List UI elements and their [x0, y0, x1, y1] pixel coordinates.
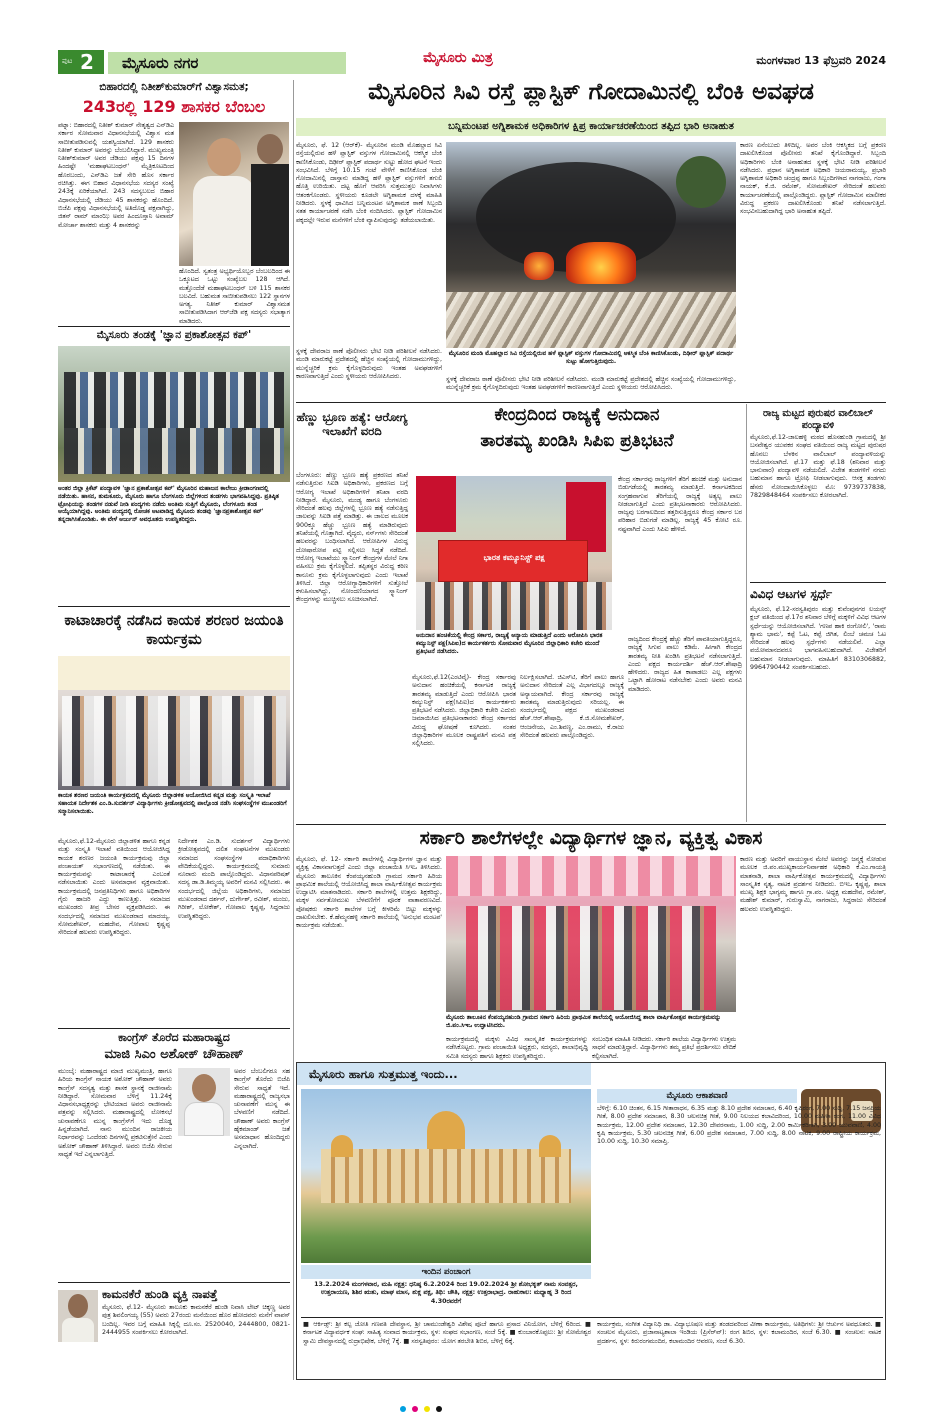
fire-body-b: ಸ್ಥಳಕ್ಕೆ ದೇವರಾಜ ಠಾಣೆ ಪೊಲೀಸರು ಭೇಟಿ ನೀಡಿ ಪರಿಶೀಲನೆ ನಡೆಸಿದರು. ಮಂಡಿ ಮಾರುಕಟ್ಟೆ ಪ್ರದೇಶದಲ್ಲಿ ಹೆಚ್ಚಿನ ಸಂಖ್ಯೆಯಲ್ಲಿ ಗೋದಾಮುಗಳಿದ್ದು, ಮುನ್ನೆಚ್ಚರಿಕೆ ಕ್ರಮ ಕೈಗೊಳ್ಳದಿರುವುದು ಇಂತಹ ಅವಘಡಗಳಿಗೆ ಕಾರಣವಾಗುತ್ತಿದೆ ಎಂದು ಸ್ಥಳೀಯರು ಆರೋಪಿಸಿದರು. [296, 348, 442, 380]
debris [446, 292, 736, 348]
divider [296, 402, 886, 403]
kayaka-caption: ಕಾಯಕ ಶರಣರ ಜಯಂತಿ ಕಾರ್ಯಕ್ರಮದಲ್ಲಿ ಮೈಸೂರು ಜಿಲ್ಲಾಡಳಿತ ಆಯೋಜಿಸಿದ ಕನ್ನಡ ಮತ್ತು ಸಂಸ್ಕೃತಿ ಇಲಾಖೆ ಸಹಾಯಕ ನಿರ್ದೇಶಕ ಎಂ.ಡಿ.ಸುದರ್ಶನ್ ವಿದ್ಯಾರ್ಥಿಗಳು ಕ್ರೀಡೋತ್ಸವದಲ್ಲಿ ಪಾಲ್ಗೊಂಡ ನಡೆಸಿ ಸಂಘಸಂಸ್ಥೆಗಳ ಮುಖಂಡರಿಗೆ ಸನ್ಮಾನಿಸಲಾಯಿತು. [58, 792, 287, 815]
school-event-photo [446, 856, 736, 1012]
page-number-badge [58, 50, 104, 74]
section-title: ಮೈಸೂರು ನಗರ [108, 52, 346, 74]
events-left: ■ ಆರ್ಕಿಡ್ಸ್: ಶ್ರೀ ಕಲ್ಪ ಜೋತಿ ಗಣಪತಿ ದೇವಸ್ಥಾನ, ಶ್ರೀ ಚಾಮುಂಡೇಶ್ವರಿ ವಿಶೇಷ ಪೂಜೆ ಹಾಗೂ ಪ್ರಸಾದ ವಿನಿಯೋಗ, ಬೆಳಿಗ್ಗೆ 6ರಿಂದ. ■ ಕರ್ನಾಟಕ ವಿದ್ಯಾವರ್ಧಕ ಸಂಘ: ಸಾಹಿತ್ಯ ಸಂವಾದ ಕಾರ್ಯಕ್ರಮ, ಸ್ಥಳ: ಸಂಘದ ಸಭಾಂಗಣ, ಸಂಜೆ 5ಕ್ಕೆ. ■ ಕುಂಬಾರಕೊಪ್ಪಲು: ಶ್ರೀ ಸೋಮೇಶ್ವರ ಸ್ವಾಮಿ ದೇವಸ್ಥಾನದಲ್ಲಿ ರುದ್ರಾಭಿಷೇಕ, ಬೆಳಿಗ್ಗೆ 7ಕ್ಕೆ. ■ ಸರಸ್ವತಿಪುರಂ: ಯೋಗ ತರಬೇತಿ ಶಿಬಿರ, ಬೆಳಿಗ್ಗೆ 6ಕ್ಕೆ. [303, 1321, 591, 1345]
story-kayaka [58, 608, 290, 1028]
group-row [62, 696, 286, 786]
magenta-dot [412, 1406, 418, 1412]
cpi-body-d: ರಾಜ್ಯದಿಂದ ಕೇಂದ್ರಕ್ಕೆ ಹೆಚ್ಚು ತೆರಿಗೆ ಪಾವತಿಯಾಗುತ್ತಿದ್ದರೂ, ರಾಜ್ಯಕ್ಕೆ ಸಿಗುವ ಪಾಲು ಕಡಿಮೆ. ಹೀಗಾಗಿ ಕೇಂದ್ರದ ತಾರತಮ್ಯ ನೀತಿ ಖಂಡಿಸಿ ಪ್ರತಿಭಟನೆ ನಡೆಸಲಾಗುತ್ತಿದೆ. ಎಂದು ಪಕ್ಷದ ಕಾರ್ಯದರ್ಶಿ ಹೆಚ್.ಆರ್.ಶೇಷಾದ್ರಿ ಹೇಳಿದರು. ರಾಜ್ಯದ ಹಿತ ಕಾಪಾಡಲು ಎಲ್ಲ ಪಕ್ಷಗಳು ಒಟ್ಟಾಗಿ ಹೋರಾಟ ನಡೆಸಬೇಕು ಎಂದು ಅವರು ಮನವಿ ಮಾಡಿದರು. [628, 636, 742, 693]
canopy [446, 856, 736, 896]
story-cpi [412, 404, 742, 822]
cpi-headline-1: ಕೇಂದ್ರದಿಂದ ರಾಜ್ಯಕ್ಕೆ ಅನುದಾನ [494, 405, 660, 425]
chavan-headline: ಮಾಜಿ ಸಿಎಂ ಅಶೋಕ್ ಚೌಹಾಣ್ [104, 1047, 244, 1062]
chavan-body: ಮುಂಬೈ: ಮಹಾರಾಷ್ಟ್ರದ ಮಾಜಿ ಮುಖ್ಯಮಂತ್ರಿ, ಹಾಗೂ ಹಿರಿಯ ಕಾಂಗ್ರೆಸ್ ನಾಯಕ ಅಶೋಕ್ ಚೌಹಾಣ್ ಅವರು ಕಾಂಗ್ರೆಸ್ ಸದಸ್ಯತ್ವ ಮತ್ತು ಶಾಸಕ ಸ್ಥಾನಕ್ಕೆ ರಾಜೀನಾಮೆ ನೀಡಿದ್ದಾರೆ. ಸೋಮವಾರ ಬೆಳಿಗ್ಗೆ 11.24ಕ್ಕೆ ವಿಧಾನಸಭಾಧ್ಯಕ್ಷರನ್ನು ಭೇಟಿಯಾದ ಅವರು ರಾಜೀನಾಮೆ ಪತ್ರವನ್ನು ಸಲ್ಲಿಸಿದರು. ಮಹಾರಾಷ್ಟ್ರದಲ್ಲಿ ಲೋಕಸಭೆ ಚುನಾವಣೆಗೂ ಮುನ್ನ ಕಾಂಗ್ರೆಸ್‌ಗೆ ಇದು ದೊಡ್ಡ ಹಿನ್ನಡೆಯಾಗಿದೆ. ನಾನು ಮುಂದಿನ ರಾಜಕೀಯ ನಿರ್ಧಾರವನ್ನು ಒಂದೆರಡು ದಿನಗಳಲ್ಲಿ ಪ್ರಕಟಿಸುತ್ತೇನೆ ಎಂದು ಅಶೋಕ್ ಚೌಹಾಣ್ ತಿಳಿಸಿದ್ದಾರೆ. ಅವರು ಬಿಜೆಪಿ ಸೇರುವ ಸಾಧ್ಯತೆ ಇದೆ ಎನ್ನಲಾಗುತ್ತಿದೆ. [58, 1068, 172, 1158]
story-sports [750, 584, 886, 822]
masthead [58, 48, 886, 76]
fire-body-a: ಮೈಸೂರು, ಫೆ. 12 (ಆರ್‌ಕೆ)- ಮೈಸೂರಿನ ಮಂಡಿ ಮೊಹಲ್ಲಾದ ಸಿವಿ ರಸ್ತೆಯಲ್ಲಿರುವ ಹಳೆ ಪ್ಲಾಸ್ಟಿಕ್ ವಸ್ತುಗಳ ಗೋದಾಮಿನಲ್ಲಿ ಆಕಸ್ಮಿಕ ಬೆಂಕಿ ಕಾಣಿಸಿಕೊಂಡು, ದಿಢೀರ್ ಪ್ಲಾಸ್ಟಿಕ್ ಪದಾರ್ಥ ಸುಟ್ಟು ಹೋದ ಘಟನೆ ಇಂದು ಸಂಭವಿಸಿದೆ. ಬೆಳಿಗ್ಗೆ 10.15 ಗಂಟೆ ವೇಳೆಗೆ ಕಾಣಿಸಿಕೊಂಡ ಬೆಂಕಿ ಗೋದಾಮಿನಲ್ಲಿ ದಾಸ್ತಾನು ಮಾಡಿದ್ದ ಹಳೆ ಪ್ಲಾಸ್ಟಿಕ್ ವಸ್ತುಗಳಿಗೆ ತಗುಲಿ ಹೊತ್ತಿ ಉರಿಯಿತು. ದಟ್ಟ ಹೊಗೆ ಆವರಿಸಿ ಸುತ್ತಮುತ್ತಲ ನಿವಾಸಿಗಳು ಆತಂಕಗೊಂಡರು. ಸ್ಥಳೀಯರು ಕೂಡಲೇ ಅಗ್ನಿಶಾಮಕ ದಳಕ್ಕೆ ಮಾಹಿತಿ ನೀಡಿದರು. ಸ್ಥಳಕ್ಕೆ ಧಾವಿಸಿದ ಬನ್ನಿಮಂಟಪ ಅಗ್ನಿಶಾಮಕ ಠಾಣೆ ಸಿಬ್ಬಂದಿ ಸತತ ಕಾರ್ಯಾಚರಣೆ ನಡೆಸಿ ಬೆಂಕಿ ನಂದಿಸಿದರು. ಪ್ಲಾಸ್ಟಿಕ್ ಗೋದಾಮಿನ ಪಕ್ಕದಲ್ಲೇ ಇರುವ ಮನೆಗಳಿಗೆ ಬೆಂಕಿ ವ್ಯಾಪಿಸುವುದನ್ನು ತಡೆಯಲಾಯಿತು. [296, 142, 442, 224]
school-headline: ಸರ್ಕಾರಿ ಶಾಲೆಗಳಲ್ಲೇ ವಿದ್ಯಾರ್ಥಿಗಳ ಜ್ಞಾನ, ವ್ಯಕ್ತಿತ್ವ ವಿಕಾಸ [419, 827, 763, 849]
radio-title-band [597, 1089, 797, 1103]
bihar-body-b: ಹೊಂದಿದೆ. ಸ್ವತಂತ್ರ ಅಭ್ಯರ್ಥಿಯೊಬ್ಬರ ಬೆಂಬಲದಿಂದ ಈ ಒಕ್ಕೂಟದ ಒಟ್ಟು ಸಂಖ್ಯೆಬಲ 128 ಆಗಿದೆ. ಮತ್ತೊಂದೆಡೆ ಮಹಾಘಟಬಂಧನ್ ಬಳಿ 115 ಶಾಸಕರ ಬಲವಿದೆ. ಬಹುಮತ ಸಾಬೀತುಪಡಿಸಲು 122 ಸ್ಥಾನಗಳ ಅಗತ್ಯ. ನಿತೀಶ್ ಕುಮಾರ್ ವಿಶ್ವಾಸಮತ ಸಾಬೀತುಪಡಿಸಿದಾಗ ಆರ್‌ಜೆಡಿ ಪಕ್ಷ ಸದಸ್ಯರು ಸಭಾತ್ಯಾಗ ಮಾಡಿದರು. [179, 268, 290, 325]
cpi-caption: ಅನುದಾನ ಹಂಚಿಕೆಯಲ್ಲಿ ಕೇಂದ್ರ ಸರ್ಕಾರ, ರಾಜ್ಯಕ್ಕೆ ಅನ್ಯಾಯ ಮಾಡುತ್ತಿದೆ ಎಂದು ಆರೋಪಿಸಿ ಭಾರತ ಕಮ್ಯುನಿಸ್ಟ್ ಪಕ್ಷ(ಸಿಪಿಐ)ದ ಕಾರ್ಯಕರ್ತರು ಸೋಮವಾರ ಮೈಸೂರಿನ ಜಿಲ್ಲಾಧಿಕಾರಿ ಕಚೇರಿ ಮುಂದೆ ಪ್ರತಿಭಟನೆ ನಡೆಸಿದರು. [416, 632, 603, 655]
volleyball-headline: ರಾಜ್ಯ ಮಟ್ಟದ ಪುರುಷರ ವಾಲಿಬಾಲ್ ಪಂದ್ಯಾವಳಿ [763, 408, 873, 432]
cup-caption: ಅಂತರ ಜಿಲ್ಲಾ ಕ್ರಿಕೆಟ್ ಪಂದ್ಯಾವಳಿ 'ಜ್ಞಾನ ಪ್ರಕಾಶೋತ್ಸವ ಕಪ್' ಮೈಸೂರಿನ ಮಹಾಜನ ಕಾಲೇಜು ಕ್ರೀಡಾಂಗಣದಲ್ಲಿ ನಡೆಯಿತು. ಹಾಸನ, ತುಮಕೂರು, ಮೈಸೂರು ಹಾಗೂ ಬೆಂಗಳೂರು ಜಿಲ್ಲೆಗಳಿಂದ ತಂಡಗಳು ಭಾಗವಹಿಸಿದ್ದವು. ಪ್ರತಿಷ್ಠಿತ ಟ್ರೋಫಿಯನ್ನು ತಂಡಗಳ ನಡುವೆ ನೀಡಿ ಪಂದ್ಯಗಳು ನಡೆದು ಅಂತಿಮ ಸುತ್ತಿಗೆ ಮೈಸೂರು, ಬೆಂಗಳೂರು ತಂಡ ಆಯ್ಕೆಯಾಗಿದ್ದವು. ಅಂತಿಮ ಪಂದ್ಯದಲ್ಲಿ ರೋಚಕ ಆಟವಾಡಿದ್ದ ಮೈಸೂರು ತಂಡವು 'ಜ್ಞಾನಪ್ರಕಾಶೋತ್ಸವ ಕಪ್' ತನ್ನದಾಗಿಸಿಕೊಂಡಿತು. ಈ ವೇಳೆ ಅರ್ಜುನ್ ಅವಧೂತರು ಉಪಸ್ಥಿತರಿದ್ದರು. [58, 485, 279, 524]
story-cup [58, 328, 290, 606]
fire-subhead: ಬನ್ನಿಮಂಟಪ ಅಗ್ನಿಶಾಮಕ ಅಧಿಕಾರಿಗಳ ಕ್ಷಿಪ್ರ ಕಾರ್ಯಾಚರಣೆಯಿಂದ ತಪ್ಪಿದ ಭಾರಿ ಅನಾಹುತ [448, 121, 734, 132]
cup-headline: ಮೈಸೂರು ತಂಡಕ್ಕೆ 'ಜ್ಞಾನ ಪ್ರಕಾಶೋತ್ಸವ ಕಪ್' [96, 329, 252, 341]
flames [566, 242, 636, 284]
column-divider [746, 404, 747, 822]
chavan-kicker: ಕಾಂಗ್ರೆಸ್ ತೊರೆದ ಮಹಾರಾಷ್ಟ್ರದ [118, 1031, 230, 1044]
mysore-palace-image [301, 1089, 591, 1263]
yellow-dot [424, 1406, 430, 1412]
cpi-banner [438, 540, 588, 582]
palace-dome [427, 1111, 465, 1151]
divider [750, 582, 886, 583]
person-figure [68, 1294, 88, 1318]
sports-headline: ವಿವಿಧ ಆಟಗಳ ಸ್ಪರ್ಧೆ [750, 587, 833, 601]
person-figure [184, 1102, 224, 1136]
cpi-body-c: ನಿರ್ಲಕ್ಷಿಸಲಾಗಿದೆ. ಜಿಎಸ್‌ಟಿ, ತೆರಿಗೆ ಪಾಲು ಹಾಗೂ ಅನುದಾನ ಸೇರಿದಂತೆ ಎಲ್ಲ ವಿಭಾಗದಲ್ಲೂ ರಾಜ್ಯಕ್ಕೆ ಅನ್ಯಾಯವಾಗಿದೆ. ಕೇಂದ್ರ ಸರ್ಕಾರವು ರಾಜ್ಯಕ್ಕೆ ತಾರತಮ್ಯ ಮಾಡುತ್ತಿರುವುದು ಸರಿಯಲ್ಲ. ಈ ಸಂದರ್ಭದಲ್ಲಿ ಪಕ್ಷದ ಮುಖಂಡರಾದ ಹೆಚ್.ಆರ್.ಶೇಷಾದ್ರಿ, ಕೆ.ಜಿ.ಸೋಮಶೇಖರ್, ಆಂಜನೇಯ, ಎಂ.ಶಿವಣ್ಣ, ಎಂ.ರಾಮು, ಕೆ.ರಾಜು ಸೇರಿದಂತೆ ಹಲವರು ಪಾಲ್ಗೊಂಡಿದ್ದರು. [520, 674, 624, 740]
school-caption: ಮೈಸೂರು ತಾಲೂಕಿನ ಕೆಂಪಯ್ಯನಹುಂಡಿ ಗ್ರಾಮದ ಸರ್ಕಾರಿ ಹಿರಿಯ ಪ್ರಾಥಮಿಕ ಶಾಲೆಯಲ್ಲಿ ಆಯೋಜಿಸಿದ್ದ ಶಾಲಾ ವಾರ್ಷಿಕೋತ್ಸವ ಕಾರ್ಯಕ್ರಮವನ್ನು ಜಿ.ಪಂ.ಸಿಇಒ ಉದ್ಘಾಟಿಸಿದರು. [446, 1014, 721, 1029]
team-row [64, 428, 284, 474]
page-number: 2 [80, 50, 94, 74]
issue-date: ಮಂಗಳವಾರ 13 ಫೆಬ್ರವರಿ 2024 [756, 54, 886, 67]
foeticide-body: ಬೆಂಗಳೂರು: ಹೆಣ್ಣು ಭ್ರೂಣ ಹತ್ಯೆ ಪ್ರಕರಣದ ತನಿಖೆ ನಡೆಸುತ್ತಿರುವ ಸಿಐಡಿ ಅಧಿಕಾರಿಗಳು, ಪ್ರಕರಣದ ಬಗ್ಗೆ ಆರೋಗ್ಯ ಇಲಾಖೆ ಅಧಿಕಾರಿಗಳಿಗೆ ತನಿಖಾ ವರದಿ ನೀಡಿದ್ದಾರೆ. ಮೈಸೂರು, ಮಂಡ್ಯ ಹಾಗೂ ಬೆಂಗಳೂರು ಸೇರಿದಂತೆ ಹಲವು ಜಿಲ್ಲೆಗಳಲ್ಲಿ ಭ್ರೂಣ ಹತ್ಯೆ ನಡೆಸುತ್ತಿದ್ದ ಜಾಲವನ್ನು ಸಿಐಡಿ ಪತ್ತೆ ಮಾಡಿತ್ತು. ಈ ಜಾಲದ ಮೂಲಕ 900ಕ್ಕೂ ಹೆಚ್ಚು ಭ್ರೂಣ ಹತ್ಯೆ ಮಾಡಿರುವುದು ತನಿಖೆಯಲ್ಲಿ ಗೊತ್ತಾಗಿದೆ. ವೈದ್ಯರು, ನರ್ಸ್‌ಗಳು ಸೇರಿದಂತೆ ಹಲವರನ್ನು ಬಂಧಿಸಲಾಗಿದೆ. ಆರೋಪಿಗಳ ವಿರುದ್ಧ ದೋಷಾರೋಪ ಪಟ್ಟಿ ಸಲ್ಲಿಸಲು ಸಿದ್ಧತೆ ನಡೆದಿದೆ. ಆರೋಗ್ಯ ಇಲಾಖೆಯು ಸ್ಕ್ಯಾನಿಂಗ್ ಕೇಂದ್ರಗಳ ಮೇಲೆ ನಿಗಾ ವಹಿಸಲು ಕ್ರಮ ಕೈಗೊಳ್ಳಲಿದೆ. ತಪ್ಪಿತಸ್ಥರ ವಿರುದ್ಧ ಕಠಿಣ ಕಾನೂನು ಕ್ರಮ ಕೈಗೊಳ್ಳಲಾಗುವುದು ಎಂದು ಇಲಾಖೆ ತಿಳಿಸಿದೆ. ಜಿಲ್ಲಾ ಆರೋಗ್ಯಾಧಿಕಾರಿಗಳಿಗೆ ಸುತ್ತೋಲೆ ಕಳುಹಿಸಲಾಗಿದ್ದು, ನೋಂದಣಿಯಾಗದ ಸ್ಕ್ಯಾನಿಂಗ್ ಕೇಂದ್ರಗಳನ್ನು ಮುಚ್ಚಿಸಲು ಸೂಚಿಸಲಾಗಿದೆ. [296, 472, 408, 604]
radio-title: ಮೈಸೂರು ಆಕಾಶವಾಣಿ [666, 1091, 728, 1101]
kayaka-headline: ಕಾಟಾಚಾರಕ್ಕೆ ನಡೆಸಿದ ಕಾಯಕ ಶರಣರ ಜಯಂತಿ ಕಾರ್ಯಕ್ರಮ [64, 613, 284, 648]
volleyball-body: ಮೈಸೂರು,ಫೆ.12-ಜಾಲಹಳ್ಳಿ ಮಠದ ಹೊಸಹುಂಡಿ ಗ್ರಾಮದಲ್ಲಿ ಶ್ರೀ ಬಸವೇಶ್ವರ ಯುವಕರ ಸಂಘದ ವತಿಯಿಂದ ರಾಜ್ಯ ಮಟ್ಟದ ಪುರುಷರ ಹೊನಲು ಬೆಳಕಿನ ವಾಲಿಬಾಲ್ ಪಂದ್ಯಾವಳಿಯನ್ನು ಆಯೋಜಿಸಲಾಗಿದೆ. ಫೆ.17 ಮತ್ತು ಫೆ.18 (ಶನಿವಾರ ಮತ್ತು ಭಾನುವಾರ) ಪಂದ್ಯಾವಳಿ ನಡೆಯಲಿದೆ. ವಿಜೇತ ತಂಡಗಳಿಗೆ ನಗದು ಬಹುಮಾನ ಹಾಗೂ ಟ್ರೋಫಿ ನೀಡಲಾಗುವುದು. ಆಸಕ್ತ ತಂಡಗಳು ಹೆಸರು ನೋಂದಾಯಿಸಿಕೊಳ್ಳಲು ಮೊ: 9739737838, 7829848464 ಸಂಪರ್ಕಿಸಲು ಕೋರಲಾಗಿದೆ. [750, 434, 886, 500]
cpi-body-a: ಕೇಂದ್ರ ಸರ್ಕಾರವು ರಾಜ್ಯಗಳಿಗೆ ತೆರಿಗೆ ಹಂಚಿಕೆ ಮತ್ತು ಅನುದಾನ ಬಿಡುಗಡೆಯಲ್ಲಿ ತಾರತಮ್ಯ ಮಾಡುತ್ತಿದೆ. ಕರ್ನಾಟಕದಿಂದ ಸಂಗ್ರಹವಾಗುವ ತೆರಿಗೆಯಲ್ಲಿ ರಾಜ್ಯಕ್ಕೆ ಅತ್ಯಲ್ಪ ಪಾಲು ನೀಡಲಾಗುತ್ತಿದೆ ಎಂದು ಪ್ರತಿಭಟನಾಕಾರರು ಆರೋಪಿಸಿದರು. ರಾಜ್ಯವು ಬರಗಾಲದಿಂದ ತತ್ತರಿಸುತ್ತಿದ್ದರೂ ಕೇಂದ್ರ ಸರ್ಕಾರ ಬರ ಪರಿಹಾರ ಬಿಡುಗಡೆ ಮಾಡಿಲ್ಲ. ರಾಜ್ಯಕ್ಕೆ 45 ಕೋಟಿ ರೂ. ನಷ್ಟವಾಗಿದೆ ಎಂದು ಸಿಪಿಐ ಹೇಳಿದೆ. [618, 476, 742, 533]
divider [58, 1028, 290, 1029]
fire-caption: ಮೈಸೂರಿನ ಮಂಡಿ ಮೊಹಲ್ಲಾದ ಸಿವಿ ರಸ್ತೆಯಲ್ಲಿರುವ ಹಳೆ ಪ್ಲಾಸ್ಟಿಕ್ ವಸ್ತುಗಳ ಗೋದಾಮಿನಲ್ಲಿ ಆಕಸ್ಮಿಕ ಬೆಂಕಿ ಕಾಣಿಸಿಕೊಂಡು, ದಿಢೀರ್ ಪ್ಲಾಸ್ಟಿಕ್ ಪದಾರ್ಥ ಸುಟ್ಟು ಹೋಗುತ್ತಿರುವುದು. [448, 350, 734, 365]
team-row [64, 372, 284, 428]
today-title: ಮೈಸೂರು ಹಾಗೂ ಸುತ್ತಮುತ್ತ ಇಂದು... [309, 1067, 458, 1081]
school-body-b: ಕಾರ್ಯಕ್ರಮದಲ್ಲಿ ಮಕ್ಕಳು ವಿವಿಧ ಸಾಂಸ್ಕೃತಿಕ ಕಾರ್ಯಕ್ರಮಗಳನ್ನು ನಡೆಸಿಕೊಟ್ಟರು. ಗ್ರಾಮ ಪಂಚಾಯಿತಿ ಅಧ್ಯಕ್ಷರು, ಸದಸ್ಯರು, ಶಾಲಾಭಿವೃದ್ಧಿ ಸಮಿತಿ ಸದಸ್ಯರು ಹಾಗೂ ಶಿಕ್ಷಕರು ಉಪಸ್ಥಿತರಿದ್ದರು. [446, 1036, 588, 1060]
cpi-protest-photo [416, 476, 612, 630]
black-dot [436, 1406, 442, 1412]
cricket-team-photo [58, 346, 290, 482]
fire-headline: ಮೈಸೂರಿನ ಸಿವಿ ರಸ್ತೆ ಪ್ಲಾಸ್ಟಿಕ್ ಗೋದಾಮಿನಲ್ಲಿ ಬೆಂಕಿ ಅವಘಡ [368, 79, 814, 105]
bihar-body-a: ಪಟ್ನಾ: ಬಿಹಾರದಲ್ಲಿ ನಿತೀಶ್ ಕುಮಾರ್ ನೇತೃತ್ವದ ಎನ್‌ಡಿಎ ಸರ್ಕಾರ ಸೋಮವಾರ ವಿಧಾನಸಭೆಯಲ್ಲಿ ವಿಶ್ವಾಸ ಮತ ಸಾಬೀತುಪಡಿಸುವಲ್ಲಿ ಯಶಸ್ವಿಯಾಗಿದೆ. 129 ಶಾಸಕರು ನಿತೀಶ್ ಕುಮಾರ್ ಅವರನ್ನು ಬೆಂಬಲಿಸಿದ್ದಾರೆ. ಮುಖ್ಯಮಂತ್ರಿ ನಿತೀಶ್‌ಕುಮಾರ್ ಅವರ ಜೆಡಿಯು ಪಕ್ಷವು 15 ದಿನಗಳ ಹಿಂದಷ್ಟೇ 'ಮಹಾಘಟಬಂಧನ್' ಮೈತ್ರಿಕೂಟದಿಂದ ಹೊರಬಂದು, ಎನ್‌ಡಿಎ ಜತೆ ಸೇರಿ ಹೊಸ ಸರ್ಕಾರ ರಚಿಸಿತ್ತು. ಈಗ ಬಿಹಾರ ವಿಧಾನಸಭೆಯ ಸದಸ್ಯರ ಸಂಖ್ಯೆ 243ಕ್ಕೆ ಏರಿಕೆಯಾಗಿದೆ. 243 ಸದಸ್ಯಬಲದ ಬಿಹಾರ ವಿಧಾನಸಭೆಯಲ್ಲಿ ಜೆಡಿಯು 45 ಶಾಸಕರನ್ನು ಹೊಂದಿದೆ. ಬಿಜೆಪಿ ಪಕ್ಷವು ವಿಧಾನಸಭೆಯಲ್ಲಿ ಅತಿದೊಡ್ಡ ಪಕ್ಷವಾಗಿದ್ದು, ಜಿತನ್ ರಾಮ್ ಮಾಂಝಿ ಅವರ ಹಿಂದೂಸ್ತಾನಿ ಅವಾಮ್ ಮೋರ್ಚಾ ಶಾಸಕರು ಮತ್ತು 4 ಶಾಸಕರನ್ನು [58, 122, 174, 229]
person-figure [257, 134, 283, 164]
cpi-banner-text: ಭಾರತ ಕಮ್ಯೂನಿಸ್ಟ್ ಪಕ್ಷ [483, 553, 545, 562]
page-label: ಪುಟ [62, 57, 73, 65]
divider [58, 606, 290, 607]
panchanga-title-band [301, 1265, 591, 1279]
person-figure [192, 1074, 216, 1102]
kayaka-body-b: ನಿರ್ದೇಶಕ ಎಂ.ಡಿ. ಸುದರ್ಶನ್ ವಿದ್ಯಾರ್ಥಿಗಳು ಕ್ರೀಡೋತ್ಸವದಲ್ಲಿ ದಲಿತ ಸಂಘಟನೆಗಳ ಮುಖಂಡರು ಸಮಾಜದ ಸಂಘಸಂಸ್ಥೆಗಳ ಪದಾಧಿಕಾರಿಗಳು ವೇದಿಕೆಯಲ್ಲಿದ್ದರು. ಕಾರ್ಯಕ್ರಮದಲ್ಲಿ ಸುಮಾರು ನೂರಾರು ಮಂದಿ ಪಾಲ್ಗೊಂಡಿದ್ದರು. ವಿಧಾನಪರಿಷತ್ ಸದಸ್ಯ ಡಾ.ಡಿ.ತಿಮ್ಮಯ್ಯ ಅವರಿಗೆ ಮನವಿ ಸಲ್ಲಿಸಿದರು. ಈ ಸಂದರ್ಭದಲ್ಲಿ ಜಿಲ್ಲೆಯ ಅಧಿಕಾರಿಗಳು, ಸಮಾಜದ ಮುಖಂಡರಾದ ದರ್ಶನ್, ದುರ್ಗೇಶ್, ರವೀಶ್, ಮಂಜು, ಗಿರೀಶ್, ಲೋಕೇಶ್, ಗೋಪಾಲ ಕೃಷ್ಣಪ್ಪ, ಸಿದ್ದರಾಜು ಉಪಸ್ಥಿತರಿದ್ದರು. [178, 838, 290, 920]
today-box [296, 1062, 886, 1380]
chavan-body-b: ಅವರ ಬೆಂಬಲಿಗರೂ ಸಹ ಕಾಂಗ್ರೆಸ್ ತೊರೆದು ಬಿಜೆಪಿ ಸೇರುವ ಸಾಧ್ಯತೆ ಇದೆ. ಮಹಾರಾಷ್ಟ್ರದಲ್ಲಿ ರಾಜ್ಯಸಭಾ ಚುನಾವಣೆಗೆ ಮುನ್ನ ಈ ಬೆಳವಣಿಗೆ ನಡೆದಿದೆ. ಚೌಹಾಣ್ ಅವರು ಕಾಂಗ್ರೆಸ್ ಹೈಕಮಾಂಡ್ ಜತೆ ಅಸಮಾಧಾನ ಹೊಂದಿದ್ದರು ಎನ್ನಲಾಗಿದೆ. [234, 1068, 290, 1150]
nitish-photo [179, 122, 289, 266]
missing-body: ಮೈಸೂರು, ಫೆ.12- ಮೈಸೂರು ತಾಲೂಕು ಕಾಮನಕೆರೆ ಹುಂಡಿ ನಿವಾಸಿ ಲೇಟ್ ಚಿಕ್ಕಣ್ಣ ಅವರ ಪುತ್ರ ಶಿವಲಿಂಗಯ್ಯ (55) ಅವರು 27ರಂದು ಮನೆಯಿಂದ ಹೊರ ಹೋದವರು ಮನೆಗೆ ವಾಪಸ್ ಬಂದಿಲ್ಲ. ಇವರ ಬಗ್ಗೆ ಮಾಹಿತಿ ಸಿಕ್ಕಲ್ಲಿ ದೂ.ಸಂ. 2520040, 2444800, 0821-2444955 ಸಂಪರ್ಕಿಸಲು ಕೋರಲಾಗಿದೆ. [102, 1304, 290, 1336]
foeticide-headline: ಹೆಣ್ಣು ಭ್ರೂಣ ಹತ್ಯೆ: ಆರೋಗ್ಯ ಇಲಾಖೆಗೆ ವರದಿ [296, 410, 408, 439]
sports-body: ಮೈಸೂರು, ಫೆ.12-ಸರಸ್ವತಿಪುರಂ ಮತ್ತು ಕುವೆಂಪುನಗರ ಲಯನ್ಸ್ ಕ್ಲಬ್ ವತಿಯಿಂದ ಫೆ.17ರ ಶನಿವಾರ ಬೆಳಿಗ್ಗೆ ಮಕ್ಕಳಿಗೆ ವಿವಿಧ ಆಟಗಳ ಸ್ಪರ್ಧೆಯನ್ನು ಆಯೋಜಿಸಲಾಗಿದೆ. 'ಗಣಪ ಹಾಕಿ ರಂಗೋಲಿ', 'ರಾಮ ಶ್ಯಾಮ ಭಾಮ', ಕಪ್ಪೆ ಓಟ, ಕಪ್ಪೆ ಜಿಗಿತ, ಲಿಂಬೆ ಚಮಚ ಓಟ ಸೇರಿದಂತೆ ಹಲವು ಸ್ಪರ್ಧೆಗಳು ನಡೆಯಲಿವೆ. ಎಲ್ಲಾ ವಯೋಮಾನದವರೂ ಭಾಗವಹಿಸಬಹುದಾಗಿದೆ. ವಿಜೇತರಿಗೆ ಬಹುಮಾನ ನೀಡಲಾಗುವುದು. ಮಾಹಿತಿಗೆ 8310306882, 9964790442 ಸಂಪರ್ಕಿಸಬಹುದು. [750, 606, 886, 672]
story-foeticide [296, 404, 408, 822]
flag [416, 476, 456, 532]
events-right: ಕಾರ್ಯಕ್ರಮ, ಸಂಗೀತ ವಿದ್ಯಾನಿಧಿ ಡಾ. ವಿದ್ಯಾಭೂಷಣ ಮತ್ತು ತಂಡದವರಿಂದ ವೀಣಾ ಕಾರ್ಯಕ್ರಮ, ಅತಿಥಿಗಳು: ಶ್ರೀ ಆರ್ಚುನ ಅವಧೂತರು. ■ ಸಂಚಲನ ಮೈಸೂರು, ಪ್ರಜಾನಾಟ್ಯಶಾಲಾ ಇಂಡಿಯ (ಪ್ರಿಸೆರ್‌ವ್): ರಂಗ ಶಿಬಿರ, ಸ್ಥಳ: ಕಲಾಮಂದಿರ, ಸಂಜೆ 6.30. ■ ಸಂಚಲನ: ನಾಟಕ ಪ್ರದರ್ಶನ, ಸ್ಥಳ: ಕಿರುರಂಗಮಂದಿರ, ಕಲಾಮಂದಿರ ಆವರಣ, ಸಂಜೆ 6.30. [597, 1321, 881, 1345]
cyan-dot [400, 1406, 406, 1412]
divider [58, 1282, 290, 1283]
cpi-body-b: ಮೈಸೂರು,ಫೆ.12(ಎಂಟಿವೈ)- ಕೇಂದ್ರ ಸರ್ಕಾರವು ಅನುದಾನ ಹಂಚಿಕೆಯಲ್ಲಿ ಕರ್ನಾಟಕ ರಾಜ್ಯಕ್ಕೆ ತಾರತಮ್ಯ ಮಾಡುತ್ತಿದೆ ಎಂದು ಆರೋಪಿಸಿ ಭಾರತ ಕಮ್ಯುನಿಸ್ಟ್ ಪಕ್ಷ(ಸಿಪಿಐ)ದ ಕಾರ್ಯಕರ್ತರು ಪ್ರತಿಭಟನೆ ನಡೆಸಿದರು. ಜಿಲ್ಲಾಧಿಕಾರಿ ಕಚೇರಿ ಎದುರು ಜಮಾಯಿಸಿದ ಪ್ರತಿಭಟನಾಕಾರರು ಕೇಂದ್ರ ಸರ್ಕಾರದ ವಿರುದ್ಧ ಘೋಷಣೆ ಕೂಗಿದರು. ನಂತರ ಜಿಲ್ಲಾಧಿಕಾರಿಗಳ ಮೂಲಕ ರಾಷ್ಟ್ರಪತಿಗೆ ಮನವಿ ಪತ್ರ ಸಲ್ಲಿಸಿದರು. [412, 674, 516, 748]
banner [58, 656, 290, 690]
panchanga-title: ಇಂದಿನ ಪಂಚಾಂಗ [421, 1267, 471, 1277]
crowd [416, 582, 612, 630]
fire-body-c: ಕಾರಣ ಏನೆಂಬುದು ತಿಳಿದಿಲ್ಲ. ಅವರ ಬೆಂಕಿ ಆಕಸ್ಮಿಕದ ಬಗ್ಗೆ ಪ್ರಕರಣ ದಾಖಲಿಸಿಕೊಂಡ ಪೊಲೀಸರು ತನಿಖೆ ಕೈಗೊಂಡಿದ್ದಾರೆ. ಸಿಬ್ಬಂದಿ ಅಧಿಕಾರಿಗಳು ಬೆಂಕಿ ಅನಾಹುತದ ಸ್ಥಳಕ್ಕೆ ಭೇಟಿ ನೀಡಿ ಪರಿಶೀಲನೆ ನಡೆಸಿದರು. ಪ್ರಧಾನ ಅಗ್ನಿಶಾಮಕ ಅಧಿಕಾರಿ ಜಯರಾಮಯ್ಯ, ಪ್ರಭಾರಿ ಅಗ್ನಿಶಾಮಕ ಅಧಿಕಾರಿ ಚಂದ್ರಪ್ಪ ಹಾಗೂ ಸಿಬ್ಬಂದಿಗಳಾದ ನಾಗರಾಜು, ಗಂಗಾ ನಾಯಕ್, ಕೆ.ಜಿ. ರಮೇಶ್, ಸೋಮಶೇಖರ್ ಸೇರಿದಂತೆ ಹಲವರು ಕಾರ್ಯಾಚರಣೆಯಲ್ಲಿ ಪಾಲ್ಗೊಂಡಿದ್ದರು. ಪ್ಲಾಸ್ಟಿಕ್ ಗೋದಾಮಿನ ಮಾಲೀಕರ ವಿರುದ್ಧ ಪ್ರಕರಣ ದಾಖಲಿಸಿಕೊಂಡು ತನಿಖೆ ನಡೆಸಲಾಗುತ್ತಿದೆ. ಸಂಭವಿಸಬಹುದಾಗಿದ್ದ ಭಾರಿ ಅನಾಹುತ ತಪ್ಪಿದೆ. [740, 142, 886, 216]
person-figure [207, 138, 241, 176]
divider [301, 1317, 883, 1318]
school-body-a: ಮೈಸೂರು, ಫೆ. 12- ಸರ್ಕಾರಿ ಶಾಲೆಗಳಲ್ಲಿ ವಿದ್ಯಾರ್ಥಿಗಳ ಜ್ಞಾನ ಮತ್ತು ವ್ಯಕ್ತಿತ್ವ ವಿಕಾಸವಾಗುತ್ತದೆ ಎಂದು ಜಿಲ್ಲಾ ಪಂಚಾಯಿತಿ ಸಿಇಒ ತಿಳಿಸಿದರು. ಮೈಸೂರು ತಾಲೂಕಿನ ಕೆಂಪಯ್ಯನಹುಂಡಿ ಗ್ರಾಮದ ಸರ್ಕಾರಿ ಹಿರಿಯ ಪ್ರಾಥಮಿಕ ಶಾಲೆಯಲ್ಲಿ ಆಯೋಜಿಸಿದ್ದ ಶಾಲಾ ವಾರ್ಷಿಕೋತ್ಸವ ಕಾರ್ಯಕ್ರಮ ಉದ್ಘಾಟಿಸಿ ಮಾತನಾಡಿದರು. ಸರ್ಕಾರಿ ಶಾಲೆಗಳಲ್ಲಿ ಉತ್ತಮ ಶಿಕ್ಷಕರಿದ್ದು, ಮಕ್ಕಳ ಸರ್ವತೋಮುಖ ಬೆಳವಣಿಗೆಗೆ ಪೂರಕ ವಾತಾವರಣವಿದೆ. ಪೋಷಕರು ಸರ್ಕಾರಿ ಶಾಲೆಗಳ ಬಗ್ಗೆ ಕೀಳರಿಮೆ ಬಿಟ್ಟು ಮಕ್ಕಳನ್ನು ದಾಖಲಿಸಬೇಕು. ಕೆ.ಹೆಮ್ಮನಹಳ್ಳಿ ಸರ್ಕಾರಿ ಶಾಲೆಯಲ್ಲಿ 'ಅನುಭವ ಮಂಟಪ' ಕಾರ್ಯಕ್ರಮ ನಡೆಯಿತು. [296, 856, 442, 930]
divider [58, 326, 290, 327]
school-body-c: ಸಂಬಂಧಿತ ಮಾಹಿತಿ ನೀಡಿದರು. ಸರ್ಕಾರಿ ಶಾಲೆಯ ವಿದ್ಯಾರ್ಥಿಗಳು ಉತ್ತಮ ಸಾಧನೆ ಮಾಡುತ್ತಿದ್ದಾರೆ. ವಿದ್ಯಾರ್ಥಿಗಳು ತಮ್ಮ ಪ್ರತಿಭೆ ಪ್ರದರ್ಶಿಸಲು ವೇದಿಕೆ ಕಲ್ಪಿಸಲಾಗಿದೆ. [592, 1036, 736, 1060]
today-title-band [297, 1063, 591, 1085]
tree [676, 156, 726, 208]
palace-body [321, 1149, 571, 1203]
bihar-headline: 243ರಲ್ಲಿ 129 ಶಾಸಕರ ಬೆಂಬಲ [82, 97, 266, 116]
divider [296, 824, 886, 825]
palace-dome [539, 1135, 561, 1157]
ashok-chavan-photo [178, 1068, 230, 1136]
print-register-marks [400, 1406, 550, 1414]
cpi-headline-2: ತಾರತಮ್ಯ ಖಂಡಿಸಿ ಸಿಪಿಐ ಪ್ರತಿಭಟನೆ [480, 431, 674, 451]
kayaka-body: ಮೈಸೂರು,ಫೆ.12-ಮೈಸೂರು ಜಿಲ್ಲಾಡಳಿತ ಹಾಗೂ ಕನ್ನಡ ಮತ್ತು ಸಂಸ್ಕೃತಿ ಇಲಾಖೆ ವತಿಯಿಂದ ಆಯೋಜಿಸಿದ್ದ ಕಾಯಕ ಶರಣರ ಜಯಂತಿ ಕಾರ್ಯಕ್ರಮವು ಜಿಲ್ಲಾ ಪಂಚಾಯತ್ ಸಭಾಂಗಣದಲ್ಲಿ ನಡೆಯಿತು. ಈ ಕಾರ್ಯಕ್ರಮವನ್ನು ಕಾಟಾಚಾರಕ್ಕೆ ಎಂಬಂತೆ ನಡೆಸಲಾಯಿತು ಎಂದು ಅಸಮಾಧಾನ ವ್ಯಕ್ತವಾಯಿತು. ಕಾರ್ಯಕ್ರಮದಲ್ಲಿ ಜನಪ್ರತಿನಿಧಿಗಳು ಹಾಗೂ ಅಧಿಕಾರಿಗಳ ಗೈರು ಹಾಜರಿ ಎದ್ದು ಕಾಣುತ್ತಿತ್ತು. ಸಮಾಜದ ಮುಖಂಡರು ತೀವ್ರ ಬೇಸರ ವ್ಯಕ್ತಪಡಿಸಿದರು. ಈ ಸಂದರ್ಭದಲ್ಲಿ ಸಮಾಜದ ಮುಖಂಡರಾದ ಮಾದಯ್ಯ, ಸೋಮಶೇಖರ್, ಮಹದೇವ, ಗೋಪಾಲ ಕೃಷ್ಣಪ್ಪ ಸೇರಿದಂತೆ ಹಲವರು ಉಪಸ್ಥಿತರಿದ್ದರು. [58, 838, 170, 937]
group-row [466, 906, 716, 1010]
person-figure [251, 164, 289, 266]
panchanga-text: 13.2.2024 ಮಂಗಳವಾರ, ಮಹಿ ನಕ್ಷತ್ರ: ಧನಿಷ್ಠ 6.2.2024 ರಿಂದ 19.02.2024 ಶ್ರೀ ಶೋಭಕೃತ್ ನಾಮ ಸಂವತ್ಸರ, ಉತ್ತರಾಯಣ, ಶಿಶಿರ ಋತು, ಮಾಘ ಮಾಸ, ಶುಕ್ಲ ಪಕ್ಷ, ತಿಥಿ: ಚೌತಿ, ನಕ್ಷತ್ರ: ಉತ್ತರಾಭಾದ್ರ. ರಾಹುಕಾಲ: ಮಧ್ಯಾಹ್ನ 3 ರಿಂದ 4.30ರವರೆಗೆ [314, 1281, 578, 1305]
story-bihar [58, 80, 290, 326]
fire-subhead-band [296, 118, 886, 136]
missing-headline: ಕಾಮನಕೆರೆ ಹುಂಡಿ ವ್ಯಕ್ತಿ ನಾಪತ್ತೆ [102, 1287, 218, 1301]
story-chavan [58, 1030, 290, 1282]
flames [524, 252, 554, 280]
story-school [296, 826, 886, 1058]
school-body-d: ಕಾರಣ ಮತ್ತು ಅವರಿಗೆ ವಾಯುಸ್ಥಾನ ಮೇಲೆ ಅವರನ್ನು ಜನ್ಮಕ್ಕೆ ನೋಡುವ ಮೂಲಕ ಜಿ.ಪಂ.ಮುಖ್ಯಕಾರ್ಯನಿರ್ವಾಹಕ ಅಧಿಕಾರಿ ಕೆ.ಎಂ.ಗಾಯತ್ರಿ ಮಾತನಾಡಿ, ಶಾಲಾ ವಾರ್ಷಿಕೋತ್ಸವ ಕಾರ್ಯಕ್ರಮದಲ್ಲಿ ವಿದ್ಯಾರ್ಥಿಗಳು ಸಾಂಸ್ಕೃತಿಕ ನೃತ್ಯ, ನಾಟಕ ಪ್ರದರ್ಶನ ನೀಡಿದರು. ಬಿಇಒ ಕೃಷ್ಣಪ್ಪ, ಶಾಲಾ ಮುಖ್ಯ ಶಿಕ್ಷಕಿ ಭಾಗ್ಯಮ್ಮ ಹಾಗೂ ಗ್ರಾ.ಪಂ. ಅಧ್ಯಕ್ಷ ಮಹದೇವ, ರಮೇಶ್, ಮಹೇಶ್ ಕುಮಾರ್, ಗುರುಸ್ವಾಮಿ, ನಾಗರಾಜು, ಸಿದ್ದರಾಜು ಸೇರಿದಂತೆ ಹಲವರು ಉಪಸ್ಥಿತರಿದ್ದರು. [740, 856, 886, 913]
person-figure [62, 1318, 94, 1342]
paper-name: ಮೈಸೂರು ಮಿತ್ರ [423, 50, 493, 66]
person-figure [193, 176, 255, 266]
story-fire [296, 80, 886, 400]
bihar-kicker: ಬಿಹಾರದಲ್ಲಿ ನಿತೀಶ್‌ಕುಮಾರ್‌ಗೆ ವಿಶ್ವಾಸಮತ; [99, 81, 249, 93]
radio-text: ಬೆಳಿಗ್ಗೆ: 6.10 ಚಿಂತನ, 6.15 ಗೀತಾರಾಧನ, 6.35 ಮತ್ತು 8.10 ಪ್ರದೇಶ ಸಮಾಚಾರ, 6.40 ಕೃಷಿರಂಗ, 7.00 ಸುದ್ದಿ, 7.15 ಜನಪ್ರಿಯ ಗೀತೆ, 8.00 ಪ್ರದೇಶ ಸಮಾಚಾರ, 8.30 ಚಲನಚಿತ್ರ ಗೀತೆ, 9.00 ನಿಲಯದ ಕಲಾವಿದರಿಂದ, 10.00 ಮಹಿಳಾ ರಂಗ, 11.00 ವಿವಿಧ ಕಾರ್ಯಕ್ರಮ, 12.00 ಪ್ರದೇಶ ಸಮಾಚಾರ, 12.30 ದೇವರನಾಮ, 1.00 ಸುದ್ದಿ, 2.00 ಕಾರ್ಮಿಕರಿಗಾಗಿ, 3.00 ಯುವವಾಣಿ, 4.00 ಕೃಷಿ ಕಾರ್ಯಕ್ರಮ, 5.30 ಚಲನಚಿತ್ರ ಗೀತೆ, 6.00 ಪ್ರದೇಶ ಸಮಾಚಾರ, 7.00 ಸುದ್ದಿ, 8.00 ನಾಟಕ, 9.00 ರಾಷ್ಟ್ರೀಯ ಕಾರ್ಯಕ್ರಮ, 10.00 ಸುದ್ದಿ, 10.30 ಸಮಾಪ್ತಿ. [597, 1105, 881, 1146]
fire-body-b2: ಸ್ಥಳಕ್ಕೆ ದೇವರಾಜ ಠಾಣೆ ಪೊಲೀಸರು ಭೇಟಿ ನೀಡಿ ಪರಿಶೀಲನೆ ನಡೆಸಿದರು. ಮಂಡಿ ಮಾರುಕಟ್ಟೆ ಪ್ರದೇಶದಲ್ಲಿ ಹೆಚ್ಚಿನ ಸಂಖ್ಯೆಯಲ್ಲಿ ಗೋದಾಮುಗಳಿದ್ದು, ಮುನ್ನೆಚ್ಚರಿಕೆ ಕ್ರಮ ಕೈಗೊಳ್ಳದಿರುವುದು ಇಂತಹ ಅವಘಡಗಳಿಗೆ ಕಾರಣವಾಗುತ್ತಿದೆ ಎಂದು ಸ್ಥಳೀಯರು ಆರೋಪಿಸಿದರು. [446, 376, 736, 392]
column-divider [293, 80, 294, 1380]
kayaka-event-photo [58, 656, 290, 790]
fire-photo [446, 142, 736, 348]
missing-person-photo [58, 1290, 98, 1342]
palace-dome [331, 1135, 353, 1157]
story-volleyball [750, 404, 886, 580]
story-missing [58, 1284, 290, 1380]
